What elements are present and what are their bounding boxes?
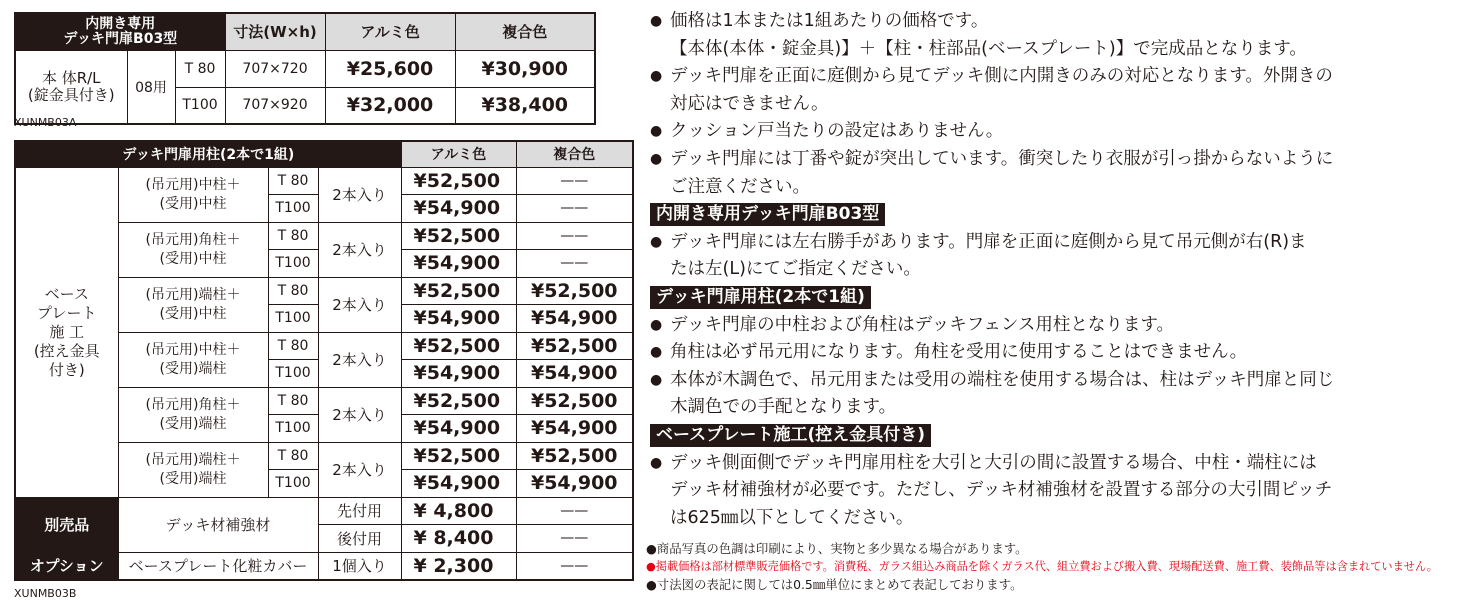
price-fukugo: ¥30,900 [455,50,595,87]
price-alumi: ¥ 4,800 [401,497,516,525]
size-cell: T 80 [268,442,318,470]
note-line: ご注意ください。 [670,176,810,197]
price-fukugo: —— [516,167,633,195]
footnote-3: ●寸法図の表記に関しては0.5㎜単位にまとめて表記しております。 [646,577,1023,592]
price-fukugo: —— [516,195,633,223]
note-item: ● 価格は1本または1組あたりの価格です。 [650,8,1450,36]
dim-cell: 707×720 [225,50,325,87]
qty-cell: 2本入り [318,387,401,442]
post-combo-line2: (受用)中柱 [159,305,227,322]
header-fukugo: 複合色 [516,141,633,167]
table-a-title [15,13,225,50]
base-plate-label-line: (控え金具 [33,341,100,360]
product-code-b: XUNMB03B [14,587,77,600]
post-combo [118,387,268,442]
post-combo-line1: (吊元用)中柱＋ [145,341,241,358]
post-combo-line1: (吊元用)角柱＋ [145,396,241,413]
price-alumi: ¥32,000 [325,87,455,124]
qty-cell: 2本入り [318,442,401,497]
price-alumi: ¥54,900 [401,470,516,498]
qty-cell: 2本入り [318,222,401,277]
size-cell: T 80 [268,277,318,305]
price-alumi: ¥52,500 [401,277,516,305]
footnotes [646,540,1461,594]
size-cell: T 80 [175,50,225,87]
price-fukugo: ¥54,900 [516,305,633,333]
size-cell: T100 [268,195,318,223]
price-table-posts [14,140,634,581]
post-combo-line2: (受用)中柱 [159,195,227,212]
price-alumi: ¥52,500 [401,167,516,195]
note-item: ● 角柱は必ず吊元用になります。角柱を受用に使用することはできません。 [650,339,1450,367]
base-plate-label [15,167,118,497]
price-alumi: ¥52,500 [401,442,516,470]
table-a-title-line1: 内開き専用 [85,15,156,32]
price-fukugo: ¥38,400 [455,87,595,124]
qty-cell: 2本入り [318,277,401,332]
note-item: ● デッキ門扉には丁番や錠が突出しています。衝突したり衣服が引っ掛からないように [650,146,1450,174]
section-heading-baseplate: ベースプレート施工(控え金具付き) [650,424,931,447]
price-fukugo: ¥52,500 [516,387,633,415]
separate-type: 先付用 [318,497,401,525]
price-fukugo: —— [516,222,633,250]
price-alumi: ¥52,500 [401,222,516,250]
size-cell: T 80 [268,167,318,195]
post-combo-line1: (吊元用)角柱＋ [145,231,241,248]
base-plate-label-line: ベース [44,284,89,303]
option-qty: 1個入り [318,552,401,580]
qty-cell: 2本入り [318,167,401,222]
section-heading-posts: デッキ門扉用柱(2本で1組) [650,286,871,309]
row-type: 08用 [127,50,175,124]
note-line: 木調色での手配となります。 [670,397,897,418]
note-item: ● デッキ門扉を正面に庭側から見てデッキ側に内開きのみの対応となります。外開きの [650,63,1450,91]
post-combo-line2: (受用)端柱 [159,360,227,377]
base-plate-label-line: 付き) [48,360,85,379]
size-cell: T100 [268,305,318,333]
post-combo-line1: (吊元用)端柱＋ [145,451,241,468]
note-line: たは左(L)にてご指定ください。 [670,259,921,280]
note-line: デッキ材補強材が必要です。ただし、デッキ材補強材を設置する部分の大引間ピッチ [670,480,1333,501]
price-table-body [14,12,596,125]
price-alumi: ¥52,500 [401,332,516,360]
price-fukugo: —— [516,497,633,525]
note-item: ● デッキ門扉の中柱および角柱はデッキフェンス用柱となります。 [650,312,1450,340]
size-cell: T100 [268,250,318,278]
footnote-1: ●商品写真の色調は印刷により、実物と多少異なる場合があります。 [646,541,1028,556]
post-combo [118,222,268,277]
product-code-a: XUNMB03A [14,116,77,129]
section-heading-body: 内開き専用デッキ門扉B03型 [650,203,885,226]
price-alumi: ¥54,900 [401,360,516,388]
price-fukugo: —— [516,525,633,553]
size-cell: T100 [268,360,318,388]
price-fukugo: ¥54,900 [516,470,633,498]
table-row [15,167,633,195]
note-line: 対応はできません。 [670,93,829,114]
base-plate-label-line: 施 工 [49,322,85,341]
note-item: ● デッキ門扉には左右勝手があります。門扉を正面に庭側から見て吊元側が右(R)ま [650,229,1450,257]
base-plate-label-line: プレート [37,303,97,322]
row-label-line1: 本 体R/L [41,68,101,87]
table-a-title-line2: デッキ門扉B03型 [63,30,178,47]
price-fukugo: ¥52,500 [516,277,633,305]
post-combo-line2: (受用)中柱 [159,250,227,267]
header-alumi: アルミ色 [401,141,516,167]
price-alumi: ¥ 2,300 [401,552,516,580]
footnote-2: ●掲載価格は部材標準販売価格です。消費税、ガラス組込み商品を除くガラス代、組立費および搬入費、現場配送費、施工費、装飾品等は含まれていません。 [646,560,1438,573]
size-cell: T100 [175,87,225,124]
price-alumi: ¥ 8,400 [401,525,516,553]
option-item: ベースプレート化粧カバー [118,552,318,580]
post-combo [118,442,268,497]
note-item: ● 本体が木調色で、吊元用または受用の端柱を使用する場合は、柱はデッキ門扉と同じ [650,367,1450,395]
post-combo [118,167,268,222]
header-size: 寸法(W×h) [225,13,325,50]
price-fukugo: ¥54,900 [516,360,633,388]
note-item: ● クッション戸当たりの設定はありません。 [650,118,1450,146]
header-alumi: アルミ色 [325,13,455,50]
price-alumi: ¥52,500 [401,387,516,415]
qty-cell: 2本入り [318,332,401,387]
size-cell: T 80 [268,332,318,360]
separate-item: デッキ材補強材 [118,497,318,552]
size-cell: T100 [268,415,318,443]
separate-label: 別売品 [15,497,118,552]
price-alumi: ¥54,900 [401,305,516,333]
post-combo [118,332,268,387]
option-label: オプション [15,552,118,580]
price-fukugo: —— [516,250,633,278]
dim-cell: 707×920 [225,87,325,124]
note-line: は625㎜以下としてください。 [670,507,914,528]
post-combo-line1: (吊元用)中柱＋ [145,176,241,193]
size-cell: T 80 [268,222,318,250]
price-alumi: ¥54,900 [401,250,516,278]
post-combo [118,277,268,332]
separate-type: 後付用 [318,525,401,553]
price-fukugo: —— [516,552,633,580]
post-combo-line2: (受用)端柱 [159,415,227,432]
price-alumi: ¥25,600 [325,50,455,87]
table-b-title: デッキ門扉用柱(2本で1組) [15,141,401,167]
header-fukugo: 複合色 [455,13,595,50]
post-combo-line1: (吊元用)端柱＋ [145,286,241,303]
size-cell: T100 [268,470,318,498]
price-fukugo: ¥52,500 [516,332,633,360]
size-cell: T 80 [268,387,318,415]
notes-panel [650,8,1450,532]
price-alumi: ¥54,900 [401,195,516,223]
row-label-body [15,50,127,124]
price-fukugo: ¥52,500 [516,442,633,470]
row-label-line2: (錠金具付き) [27,85,115,104]
price-alumi: ¥54,900 [401,415,516,443]
note-item: ● デッキ側面側でデッキ門扉用柱を大引と大引の間に設置する場合、中柱・端柱には [650,450,1450,478]
post-combo-line2: (受用)端柱 [159,470,227,487]
price-fukugo: ¥54,900 [516,415,633,443]
note-line: 【本体(本体・錠金具)】＋【柱・柱部品(ベースプレート)】で完成品となります。 [670,38,1307,59]
